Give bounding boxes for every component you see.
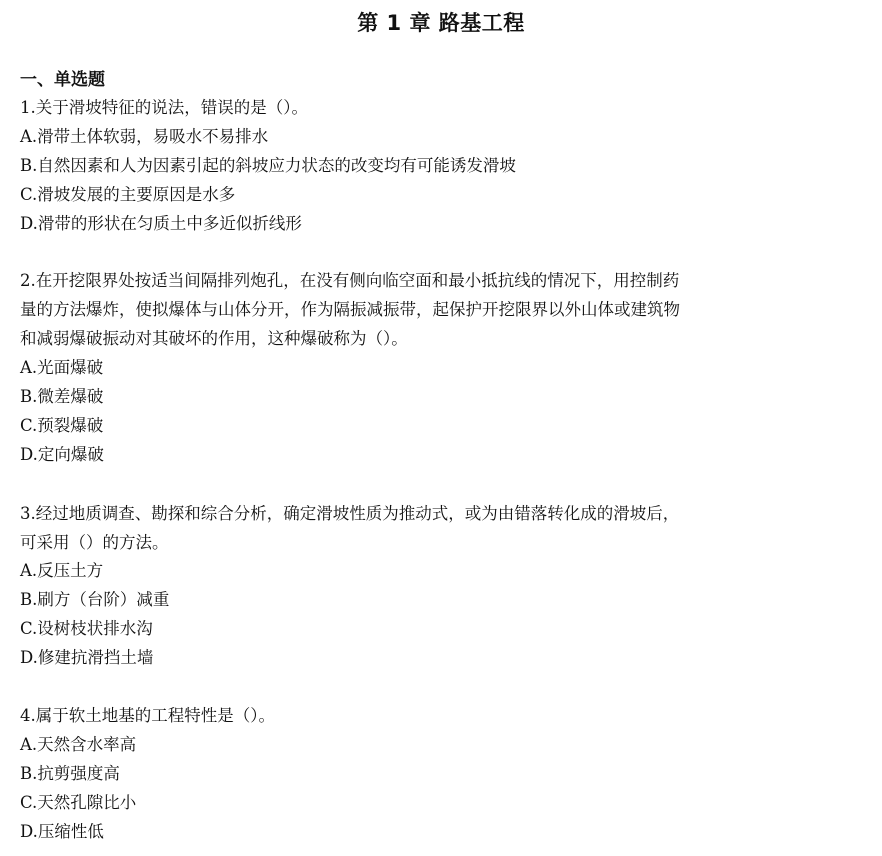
question-2-option-d: D.定向爆破 xyxy=(20,445,104,464)
question-1-option-a: A.滑带土体软弱，易吸水不易排水 xyxy=(20,127,269,146)
question-3-stem-line-1: 3.经过地质调查、勘探和综合分析，确定滑坡性质为推动式，或为由错落转化成的滑坡后， xyxy=(20,504,680,523)
question-4-option-a: A.天然含水率高 xyxy=(20,735,137,754)
question-3-option-a: A.反压土方 xyxy=(20,561,104,580)
question-4-option-c: C.天然孔隙比小 xyxy=(20,793,137,812)
question-4-option-b: B.抗剪强度高 xyxy=(20,764,120,783)
question-3-stem-line-2: 可采用（）的方法。 xyxy=(20,533,169,552)
section-title: 一、单选题 xyxy=(20,70,105,90)
question-4-option-d: D.压缩性低 xyxy=(20,822,104,841)
question-2-stem-line-1: 2.在开挖限界处按适当间隔排列炮孔，在没有侧向临空面和最小抵抗线的情况下，用控制药 xyxy=(20,271,680,290)
question-3-option-b: B.刷方（台阶）减重 xyxy=(20,590,170,609)
question-2-stem-line-3: 和减弱爆破振动对其破坏的作用，这种爆破称为（）。 xyxy=(20,329,408,348)
question-3-option-c: C.设树枝状排水沟 xyxy=(20,619,153,638)
question-2-option-a: A.光面爆破 xyxy=(20,358,104,377)
question-3-option-d: D.修建抗滑挡土墙 xyxy=(20,648,154,667)
question-2-stem-line-2: 量的方法爆炸，使拟爆体与山体分开，作为隔振减振带，起保护开挖限界以外山体或建筑物 xyxy=(20,300,680,319)
chapter-title: 第 1 章 路基工程 xyxy=(357,11,525,35)
question-1-stem: 1.关于滑坡特征的说法，错误的是（）。 xyxy=(20,98,308,117)
question-1-option-c: C.滑坡发展的主要原因是水多 xyxy=(20,185,236,204)
question-4-stem: 4.属于软土地基的工程特性是（）。 xyxy=(20,706,275,725)
question-1-option-b: B.自然因素和人为因素引起的斜坡应力状态的改变均有可能诱发滑坡 xyxy=(20,156,516,175)
question-1-option-d: D.滑带的形状在匀质土中多近似折线形 xyxy=(20,214,302,233)
question-2-option-c: C.预裂爆破 xyxy=(20,416,104,435)
question-2-option-b: B.微差爆破 xyxy=(20,387,104,406)
